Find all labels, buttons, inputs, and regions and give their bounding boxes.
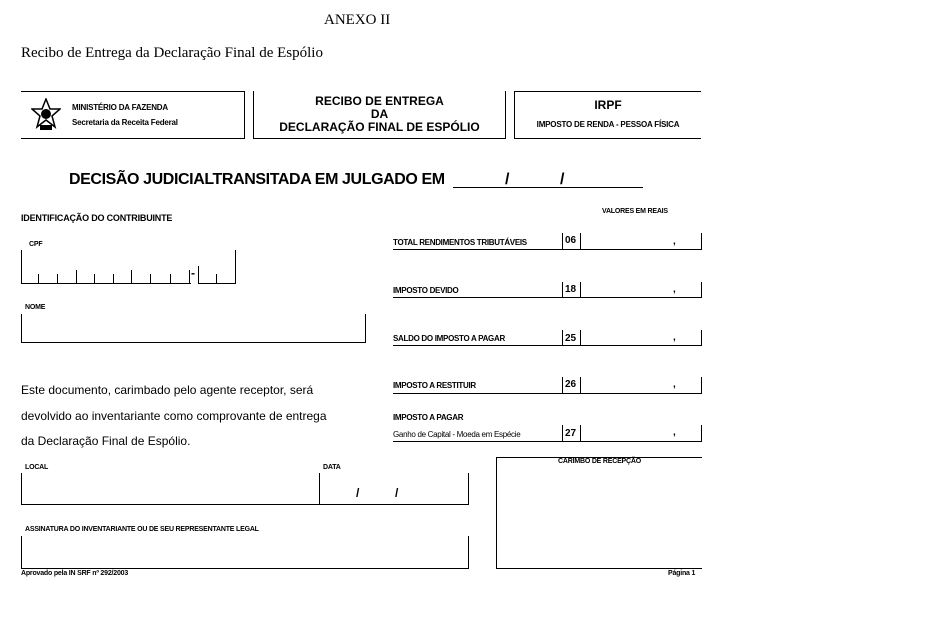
date-sep-2: / bbox=[395, 486, 399, 500]
row-label-27-top: IMPOSTO A PAGAR bbox=[393, 413, 464, 422]
cpf-dash: - bbox=[191, 266, 195, 280]
footer-approval: Aprovado pela IN SRF nº 292/2003 bbox=[21, 570, 129, 577]
receipt-title-line2: DA bbox=[370, 107, 389, 121]
row-comma-27: , bbox=[673, 427, 676, 438]
decision-date-sep-1: / bbox=[505, 171, 510, 188]
identification-heading: IDENTIFICAÇÃO DO CONTRIBUINTE bbox=[21, 213, 173, 223]
document-note-line3: da Declaração Final de Espólio. bbox=[21, 434, 191, 448]
row-code-18: 18 bbox=[565, 284, 577, 295]
row-comma-18: , bbox=[673, 284, 676, 295]
row-code-06: 06 bbox=[565, 235, 577, 246]
cpf-label: CPF bbox=[29, 241, 43, 248]
local-label: LOCAL bbox=[25, 464, 49, 471]
document-note-line2: devolvido ao inventariante como comprovante de entrega bbox=[21, 408, 327, 423]
document-note bbox=[21, 378, 366, 455]
annex-title: ANEXO II bbox=[324, 12, 391, 28]
irpf-title: IRPF bbox=[594, 98, 622, 112]
row-comma-06: , bbox=[673, 236, 676, 247]
row-code-27: 27 bbox=[565, 428, 577, 439]
row-code-25: 25 bbox=[565, 333, 577, 344]
row-code-26: 26 bbox=[565, 379, 577, 390]
ministry-name: MINISTÉRIO DA FAZENDA bbox=[72, 103, 168, 112]
signature-label: ASSINATURA DO INVENTARIANTE OU DE SEU REPRESENTANTE LEGAL bbox=[25, 526, 259, 533]
date-sep-1: / bbox=[356, 486, 360, 500]
values-heading: VALORES EM REAIS bbox=[602, 208, 668, 215]
name-label: NOME bbox=[25, 304, 46, 311]
page-subtitle: Recibo de Entrega da Declaração Final de Espólio bbox=[21, 45, 323, 61]
receipt-title-line1: RECIBO DE ENTREGA bbox=[315, 94, 444, 108]
row-comma-26: , bbox=[673, 379, 676, 390]
decision-date-sep-2: / bbox=[560, 171, 565, 188]
row-comma-25: , bbox=[673, 332, 676, 343]
date-label: DATA bbox=[323, 464, 341, 471]
irpf-subtitle: IMPOSTO DE RENDA - PESSOA FÍSICA bbox=[536, 120, 680, 129]
receipt-title-line3: DECLARAÇÃO FINAL DE ESPÓLIO bbox=[279, 120, 480, 134]
decision-text: DECISÃO JUDICIALTRANSITADA EM JULGADO EM bbox=[69, 171, 445, 188]
row-label-25: SALDO DO IMPOSTO A PAGAR bbox=[393, 334, 505, 343]
row-label-18: IMPOSTO DEVIDO bbox=[393, 286, 459, 295]
row-label-06: TOTAL RENDIMENTOS TRIBUTÁVEIS bbox=[393, 238, 527, 247]
footer-page: Página 1 bbox=[668, 570, 696, 577]
row-label-26: IMPOSTO A RESTITUIR bbox=[393, 381, 476, 390]
stamp-label: CARIMBO DE RECEPÇÃO bbox=[558, 458, 641, 465]
document-note-line1: Este documento, carimbado pelo agente receptor, será bbox=[21, 383, 314, 397]
secretariat-name: Secretaria da Receita Federal bbox=[72, 118, 178, 127]
coat-of-arms-icon bbox=[31, 98, 61, 132]
row-label-27: Ganho de Capital - Moeda em Espécie bbox=[393, 430, 521, 439]
